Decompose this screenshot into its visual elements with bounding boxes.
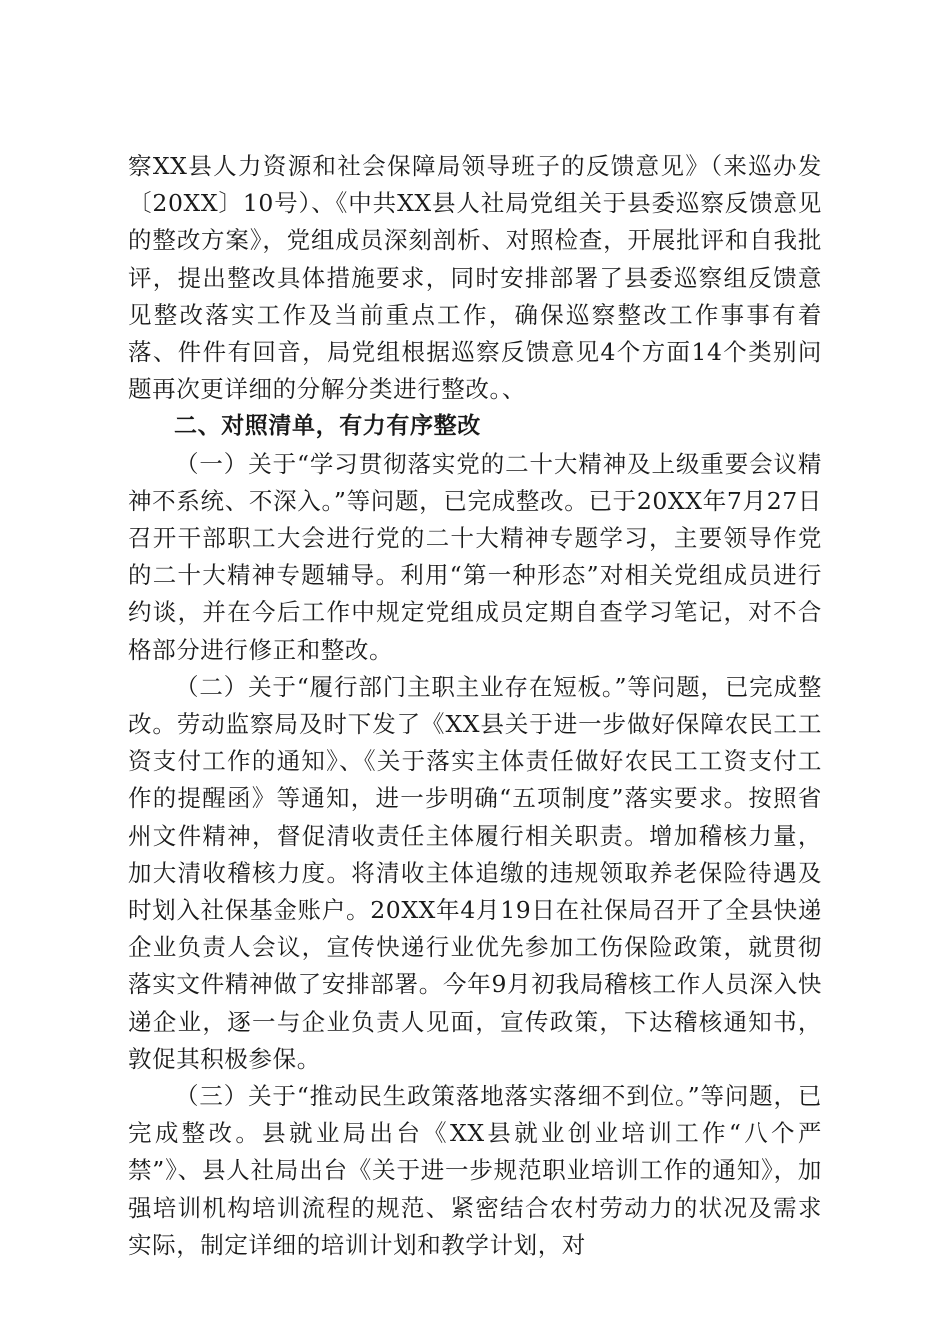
item-paragraph-3: （三）关于“推动民生政策落地落实落细不到位。”等问题，已完成整改。县就业局出台《XX县就业创业培训工作“八个严禁”》、县人社局出台《关于进一步规范职业培训工作的通知》，加强培训机构培训流程的规范、紧密结合农村劳动力的状况及需求实际，制定详细的培训计划和教学计划，对 [128,1082,822,1259]
document-page [128,148,822,1264]
item-paragraph-2: （二）关于“履行部门主职主业存在短板。”等问题，已完成整改。劳动监察局及时下发了《XX县关于进一步做好保障农民工工资支付工作的通知》、《关于落实主体责任做好农民工工资支付工作的提醒函》等通知，进一步明确“五项制度”落实要求。按照省州文件精神，督促清收责任主体履行相关职责。增加稽核力量，加大清收稽核力度。将清收主体追缴的违规领取养老保险待遇及时划入社保基金账户。20XX年4月19日在社保局召开了全县快递企业负责人会议，宣传快递行业优先参加工伤保险政策，就贯彻落实文件精神做了安排部署。今年9月初我局稽核工作人员深入快递企业，逐一与企业负责人见面，宣传政策，下达稽核通知书，敦促其积极参保。 [128,672,822,1073]
continuation-paragraph: 察XX县人力资源和社会保障局领导班子的反馈意见》（来巡办发〔20XX〕10号）、《中共XX县人社局党组关于县委巡察反馈意见的整改方案》，党组成员深刻剖析、对照检查，开展批评和自我批评，提出整改具体措施要求，同时安排部署了县委巡察组反馈意见整改落实工作及当前重点工作，确保巡察整改工作事事有着落、件件有回音，局党组根据巡察反馈意见4个方面14个类别问题再次更详细的分解分类进行整改。、 [128,152,822,404]
section-heading: 二、对照清单，有力有序整改 [174,413,481,440]
item-paragraph-1: （一）关于“学习贯彻落实党的二十大精神及上级重要会议精神不系统、不深入。”等问题，已完成整改。已于20XX年7月27日召开干部职工大会进行党的二十大精神专题学习，主要领导作党的二十大精神专题辅导。利用“第一种形态”对相关党组成员进行约谈，并在今后工作中规定党组成员定期自查学习笔记，对不合格部分进行修正和整改。 [128,449,822,664]
